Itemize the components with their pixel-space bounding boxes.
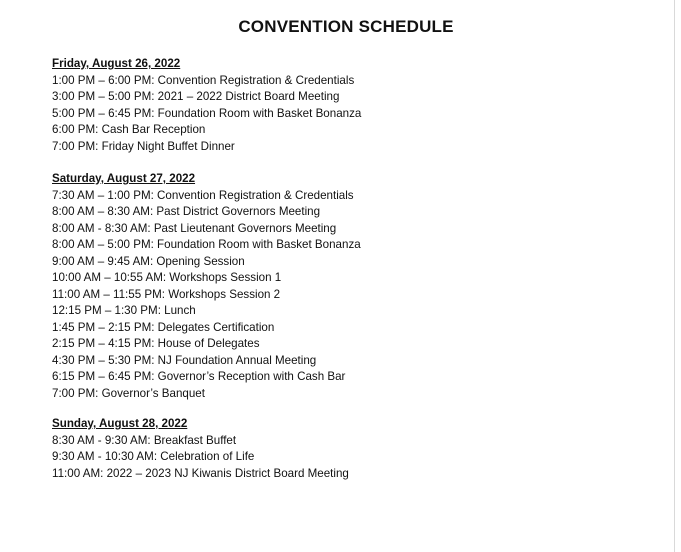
schedule-item: 8:00 AM – 8:30 AM: Past District Governors Meeting xyxy=(52,205,321,218)
schedule-item: 8:00 AM - 8:30 AM: Past Lieutenant Governors Meeting xyxy=(52,221,337,235)
schedule-item: 5:00 PM – 6:45 PM: Foundation Room with Basket Bonanza xyxy=(52,106,362,120)
day-heading: Saturday, August 27, 2022 xyxy=(52,172,196,185)
schedule-item: 12:15 PM – 1:30 PM: Lunch xyxy=(52,304,196,317)
schedule-item: 11:00 AM: 2022 – 2023 NJ Kiwanis District Board Meeting xyxy=(52,466,349,480)
schedule-item: 6:15 PM – 6:45 PM: Governor’s Reception with Cash Bar xyxy=(52,370,346,383)
day-heading: Friday, August 26, 2022 xyxy=(52,57,181,70)
schedule-item: 4:30 PM – 5:30 PM: NJ Foundation Annual Meeting xyxy=(52,353,317,367)
schedule-item: 9:00 AM – 9:45 AM: Opening Session xyxy=(52,254,245,268)
schedule-item: 8:30 AM - 9:30 AM: Breakfast Buffet xyxy=(52,433,237,447)
day-section-friday xyxy=(52,56,652,155)
schedule-item: 8:00 AM – 5:00 PM: Foundation Room with Basket Bonanza xyxy=(52,238,361,251)
schedule-item: 1:45 PM – 2:15 PM: Delegates Certification xyxy=(52,320,275,334)
schedule-item: 10:00 AM – 10:55 AM: Workshops Session 1 xyxy=(52,271,282,284)
schedule-item: 7:00 PM: Governor’s Banquet xyxy=(52,386,205,400)
schedule-item: 11:00 AM – 11:55 PM: Workshops Session 2 xyxy=(52,287,281,301)
schedule-item: 2:15 PM – 4:15 PM: House of Delegates xyxy=(52,337,260,350)
schedule-item: 7:30 AM – 1:00 PM: Convention Registration & Credentials xyxy=(52,188,354,202)
schedule-item: 9:30 AM - 10:30 AM: Celebration of Life xyxy=(52,450,255,463)
page-edge-divider xyxy=(674,0,675,552)
schedule-item: 1:00 PM – 6:00 PM: Convention Registration & Credentials xyxy=(52,73,355,87)
schedule-item: 6:00 PM: Cash Bar Reception xyxy=(52,123,206,136)
day-section-sunday xyxy=(52,416,652,482)
schedule-item: 7:00 PM: Friday Night Buffet Dinner xyxy=(52,139,235,153)
day-section-saturday xyxy=(52,171,652,402)
day-heading: Sunday, August 28, 2022 xyxy=(52,417,188,430)
page-title: CONVENTION SCHEDULE xyxy=(238,17,454,36)
schedule-item: 3:00 PM – 5:00 PM: 2021 – 2022 District Board Meeting xyxy=(52,90,340,103)
